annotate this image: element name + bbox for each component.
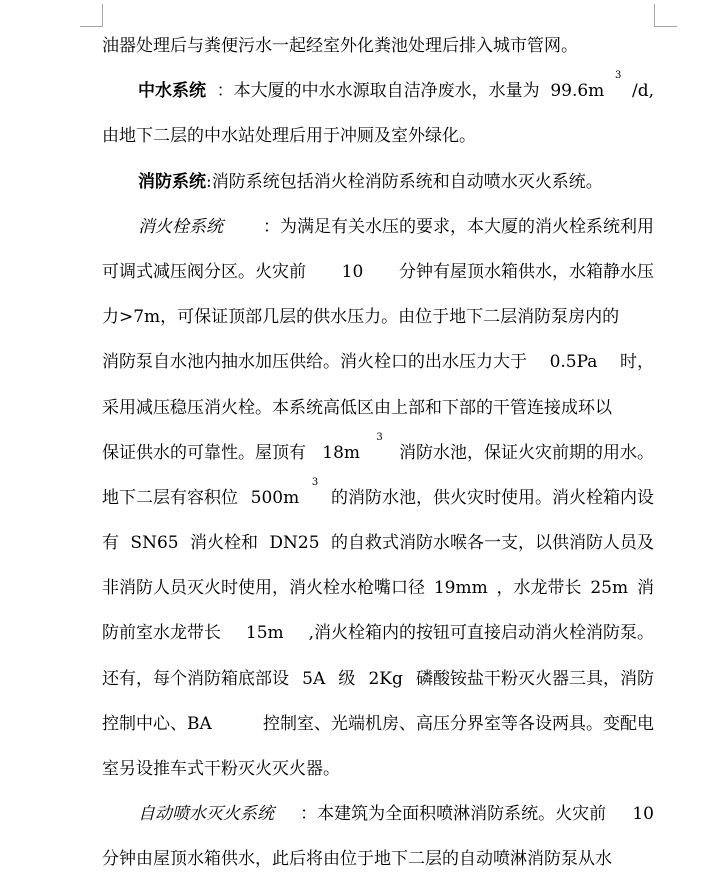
text-segment: 消火栓和 [190, 533, 258, 554]
text-line [102, 121, 654, 151]
text-segment: 地下二层有容积位 [102, 487, 238, 508]
margin-corner-mark-top-right [654, 4, 677, 27]
text-segment: :消防系统包括消火栓消防系统和自动喷水灭火系统。 [206, 171, 603, 192]
text-segment: 15m [245, 623, 284, 644]
superscript: 3 [376, 431, 383, 443]
text-segment: 的消防水池，供火灾时使用。消火栓箱内设 [330, 487, 654, 508]
text-segment: 还有，每个消防箱底部设 [102, 668, 289, 689]
text-line [102, 573, 654, 603]
text-line [102, 799, 654, 829]
text-segment: 可调式减压阀分区。火灾前 [102, 261, 306, 282]
text-segment: 保证供水的可靠性。屋顶有 [102, 442, 306, 463]
text-segment: 控制室、光端机房、高压分界室等各设两具。变配电 [263, 713, 654, 734]
text-line [102, 347, 654, 377]
text-segment: 18m [322, 442, 361, 463]
text-segment: 有 [102, 533, 119, 554]
text-line [102, 393, 654, 423]
text-segment: 消防泵自水池内抽水加压供给。消火栓口的出水压力大于 [102, 352, 527, 373]
text-segment: 室另设推车式干粉灭火灭火器。 [102, 759, 340, 779]
text-line [102, 709, 654, 739]
text-segment: 5A [302, 668, 326, 689]
text-segment: 控制中心、BA [102, 713, 212, 734]
text-line [102, 528, 654, 558]
text-segment: 0.5Pa [549, 352, 598, 373]
text-segment: 油器处理后与粪便污水一起经室外化粪池处理后排入城市管网。 [102, 36, 578, 56]
text-segment: 消 [636, 578, 654, 599]
text-segment: ：为满足有关水压的要求，本大厦的消火栓系统利用 [263, 216, 654, 237]
text-segment: 19mm [433, 578, 488, 599]
text-line [102, 618, 654, 648]
text-line [102, 302, 654, 332]
text-segment: 非消防人员灭火时使用，消火栓水枪嘴口径 [102, 578, 425, 599]
text-line [102, 70, 654, 106]
text-segment: 500m [250, 487, 300, 508]
text-line [102, 664, 654, 694]
text-line [102, 431, 654, 468]
text-segment: 的自救式消防水喉各一支，以供消防人员及 [330, 533, 654, 554]
superscript: 3 [614, 70, 622, 82]
text-segment: 10 [632, 804, 654, 825]
text-segment: 时， [619, 352, 654, 373]
section-heading: 中水系统 [138, 81, 206, 102]
text-line [102, 212, 654, 242]
text-line [102, 754, 654, 784]
text-line [102, 31, 654, 61]
text-segment: 99.6m [550, 81, 605, 102]
text-segment: 分钟由屋顶水箱供水，此后将由位于地下二层的自动喷淋消防泵从水 [102, 849, 612, 870]
superscript: 3 [311, 476, 319, 488]
text-segment: 力>7m，可保证顶部几层的供水压力。由位于地下二层消防泵房内的 [102, 307, 620, 328]
text-segment: 防前室水龙带长 [102, 623, 221, 644]
text-segment: 2Kg [368, 668, 403, 689]
text-segment: 由地下二层的中水站处理后用于冲厕及室外绿化。 [102, 126, 476, 147]
text-segment: ：本建筑为全面积喷淋消防系统。火灾前 [300, 804, 607, 825]
text-segment: 25m [590, 578, 629, 599]
text-line [102, 167, 654, 197]
text-segment: SN65 [130, 533, 179, 554]
text-segment: 采用减压稳压消火栓。本系统高低区由上部和下部的干管连接成环以 [102, 397, 612, 418]
text-segment: 级 [338, 668, 356, 689]
text-segment: DN25 [269, 533, 320, 554]
text-segment: ,消火栓箱内的按钮可直接启动消火栓消防泵。 [308, 623, 654, 644]
text-line [102, 257, 654, 287]
text-segment: ，水龙带长 [496, 578, 582, 599]
text-segment: 10 [341, 261, 364, 282]
text-segment: 消防水池，保证火灾前期的用水。 [398, 442, 654, 463]
section-heading: 消火栓系统 [138, 216, 223, 237]
section-heading: 自动喷水灭火系统 [138, 804, 274, 825]
margin-corner-mark-top-left [80, 4, 103, 27]
text-segment: 分钟有屋顶水箱供水，水箱静水压 [398, 261, 654, 282]
document-body [102, 31, 654, 890]
text-segment: ：本大厦的中水水源取自洁净废水，水量为 [216, 81, 540, 102]
section-heading: 消防系统 [138, 171, 206, 192]
text-segment: /d, [631, 81, 654, 102]
text-segment: 磷酸铵盐干粉灭火器三具，消防 [416, 668, 654, 689]
text-line [102, 476, 654, 513]
